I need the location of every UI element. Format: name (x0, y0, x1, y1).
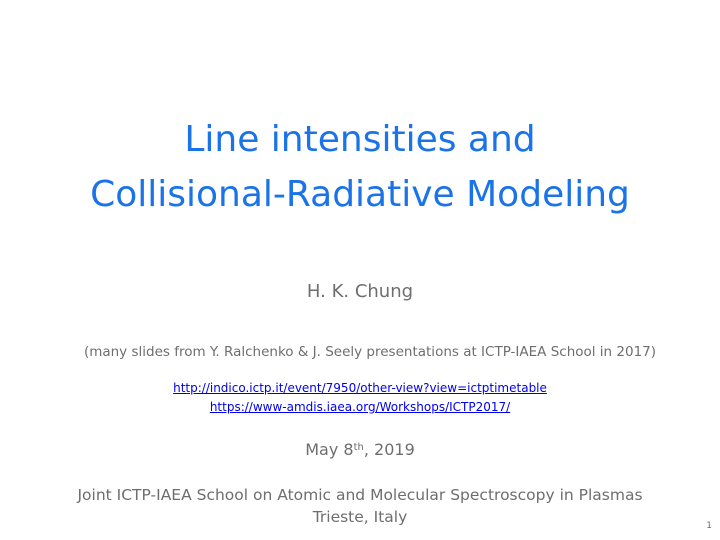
slide-title (0, 112, 720, 222)
link-row-amdis (0, 399, 720, 415)
title-line-1: Line intensities and (184, 119, 536, 160)
source-note: (many slides from Y. Ralchenko & J. Seely presentations at ICTP-IAEA School in 2017) (83, 344, 657, 360)
link-row-indico (0, 380, 720, 396)
date-year: , 2019 (363, 440, 415, 459)
amdis-workshop-link[interactable]: https://www-amdis.iaea.org/Workshops/ICTP2017/ (209, 400, 511, 414)
page-number: 1 (706, 521, 712, 531)
author-name: H. K. Chung (306, 281, 414, 302)
presentation-date (0, 439, 720, 461)
title-line-2: Collisional-Radiative Modeling (90, 174, 630, 215)
event-name: Joint ICTP-IAEA School on Atomic and Molecular Spectroscopy in Plasmas (77, 486, 643, 504)
event-location: Trieste, Italy (312, 508, 408, 526)
event-footer (0, 484, 720, 528)
indico-timetable-link[interactable]: http://indico.ictp.it/event/7950/other-view?view=ictptimetable (173, 381, 547, 395)
date-prefix: May 8 (305, 440, 354, 459)
date-ordinal-suffix: th (353, 442, 364, 453)
